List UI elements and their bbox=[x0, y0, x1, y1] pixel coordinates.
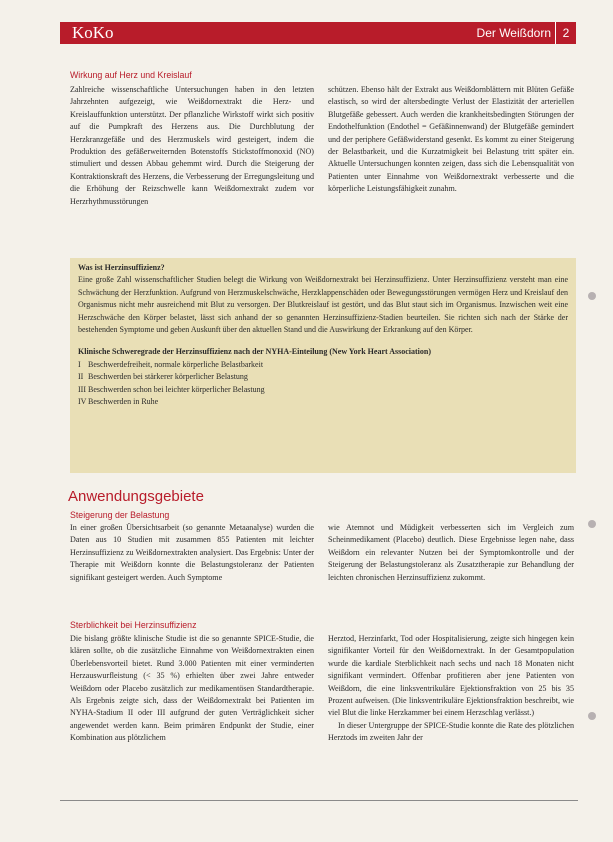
section1-right-paragraph: schützen. Ebenso hält der Extrakt aus Weißdornblättern mit Blüten Gefäße elastisch, so wird der altersbedingte Verlust der Elastizität der arteriellen Blutgefäße gebessert. Auch werden die krankheitsbedingten Störungen der Endothelfunktion (Endothel = Gefäßinnenwand) der Blutgefäße gemindert und der periphere Gefäßwiderstand gesenkt. Es kommt zu einer Steigerung der Belastbarkeit, und die Kurzatmigkeit bei Belastung tritt später ein. Aktuelle Untersuchungen konnten zeigen, dass sich die Lebensqualität von Patienten unter Einnahme von Weißdornextrakt verbesserte und die körperliche Leistungsfähigkeit zunahm. bbox=[328, 85, 574, 194]
section1-left-column bbox=[70, 84, 314, 208]
section-heading-herz-kreislauf: Wirkung auf Herz und Kreislauf bbox=[70, 70, 192, 80]
sub1-right-column bbox=[328, 522, 574, 584]
heading-anwendungsgebiete: Anwendungsgebiete bbox=[68, 488, 204, 505]
bottom-rule bbox=[60, 800, 578, 801]
sub1-left-column bbox=[70, 522, 314, 584]
nyha-class-item bbox=[78, 384, 568, 396]
subheading-belastung: Steigerung der Belastung bbox=[70, 510, 170, 520]
class-text: Beschwerden bei stärkerer körperlicher Belastung bbox=[88, 372, 248, 382]
nyha-class-item bbox=[78, 371, 568, 383]
margin-dot bbox=[588, 520, 596, 528]
info-box-text: Eine große Zahl wissenschaftlicher Studien belegt die Wirkung von Weißdornextrakt bei Herzinsuffizienz. Unter Herzinsuffizienz versteht man eine Schwächung der Herzfunktion. Aufgrund von Herzmuskelschwäche, Herzklappenschäden oder Bewegungsstörungen vermögen Herz und Kreislauf den Organismus nicht mehr ausreichend mit Blut zu versorgen. Der Blutkreislauf ist gestört, und das Blut staut sich im Organismus. Inzwischen weit eine Herzschwäche den Körper belastet, lässt sich anhand der so genannten Herzinsuffizienz-Stadien beurteilen. Sie richten sich nach der Stärke der bestehenden Symptome und geben Auskunft über den aktuellen Stand und die Auswirkung der Erkrankung auf den Körper. bbox=[78, 275, 568, 335]
class-numeral: IV bbox=[78, 397, 87, 407]
class-numeral: III bbox=[78, 384, 86, 394]
section1-right-column bbox=[328, 84, 574, 196]
nyha-class-item bbox=[78, 359, 568, 371]
sub2-left-column bbox=[70, 633, 314, 745]
subheading-sterblichkeit: Sterblichkeit bei Herzinsuffizienz bbox=[70, 620, 197, 630]
sub2-right-paragraph-2: In dieser Untergruppe der SPICE-Studie konnte die Rate des plötzlichen Herztods im zweiten Jahr der bbox=[328, 720, 574, 743]
class-numeral: I bbox=[78, 359, 81, 369]
class-text: Beschwerden in Ruhe bbox=[88, 397, 159, 407]
section1-left-paragraph: Zahlreiche wissenschaftliche Untersuchungen haben in den letzten Jahrzehnten aufgezeigt, wie Weißdornextrakt die Herz- und Kreislauffunktion unterstützt. Der pflanzliche Wirkstoff wirkt sich positiv auf die Pumpkraft des Herzens aus. Die Durchblutung der Herzkranzgefäße und des Herzmuskels wird gesteigert, indem die Produktion des gefäßerweiternden Botenstoffs Stickstoffmonoxid (NO) stimuliert und dessen Abbau gehemmt wird. Durch die Steigerung der Kontraktionskraft des Herzens, die Verbesserung der Erregungsleitung und die Erhöhung der Reizschwelle kann Weißdornextrakt zudem vor Herzrhythmusstörungen bbox=[70, 85, 314, 206]
nyha-class-list bbox=[78, 359, 568, 409]
page-number: 2 bbox=[555, 22, 576, 44]
info-box-title: Was ist Herzinsuffizienz? bbox=[78, 263, 165, 272]
sub2-right-paragraph-1: Herztod, Herzinfarkt, Tod oder Hospitalisierung, zeigte sich hingegen kein signifikanter Vorteil für den Weißdornextrakt. In der Gesamtpopulation wurde die kardiale Sterblichkeit nach sechs und nach 18 Monaten nicht signifikant vermindert. Offenbar profitieren aber jene Patienten von Weißdorn, die eine linksventrikuläre Ejektionsfraktion von 25 bis 35 Prozent aufweisen. (Die linksventrikuläre Ejektionsfraktion beschreibt, wie viel Blut die linke Herzkammer bei einem Herzschlag verlässt.) bbox=[328, 634, 574, 718]
margin-dot bbox=[588, 292, 596, 300]
header-section-title: Der Weißdorn bbox=[476, 26, 551, 40]
margin-dot bbox=[588, 712, 596, 720]
class-numeral: II bbox=[78, 372, 84, 382]
sub1-right-paragraph: wie Atemnot und Müdigkeit verbesserten sich im Vergleich zum Scheinmedikament (Placebo) deutlich. Diese Ergebnisse legen nahe, dass Weißdorn ein relevanter Nutzen bei der Symptomkontrolle und der Steigerung der Belastungstoleranz als Zusatztherapie zur Behandlung der leichten chronischen Herzinsuffizienz zukommt. bbox=[328, 523, 574, 582]
class-text: Beschwerdefreiheit, normale körperliche Belastbarkeit bbox=[88, 359, 264, 369]
classification-title: Klinische Schweregrade der Herzinsuffizienz nach der NYHA-Einteilung (New York Heart Association) bbox=[78, 347, 432, 357]
nyha-class-item bbox=[78, 396, 568, 408]
sub2-left-paragraph: Die bislang größte klinische Studie ist die so genannte SPICE-Studie, die klären sollte, ob die zusätzliche Einnahme von Weißdornextrakten einen Überlebensvorteil bietet. Rund 3.000 Patienten mit einer verminderten Herzauswurfleistung (< 35 %) erhielten über zwei Jahre entweder Weißdorn oder Placebo zusätzlich zur medikamentösen Standardtherapie. Als Ergebnis zeigte sich, dass der Weißdornextrakt bei Patienten im NYHA-Stadium II oder III aufgrund der guten Verträglichkeit sicher angewendet werden kann. Beim primären Endpunkt der Studie, einer Kombination aus plötzlichem bbox=[70, 634, 314, 743]
sub1-left-paragraph: In einer großen Übersichtsarbeit (so genannte Metaanalyse) wurden die Daten aus 10 Studien mit zusammen 855 Patienten mit leichter Herzinsuffizienz zu Weißdornextrakten analysiert. Das Ergebnis: Unter der Therapie mit Weißdorn konnte die Belastungstoleranz der Patienten signifikant gesteigert werden. Auch Symptome bbox=[70, 523, 314, 582]
info-box-herzinsuffizienz bbox=[70, 258, 576, 473]
class-text: Beschwerden schon bei leichter körperlicher Belastung bbox=[88, 384, 265, 394]
sub2-right-column bbox=[328, 633, 574, 745]
brand-logo: KoKo bbox=[72, 23, 114, 42]
